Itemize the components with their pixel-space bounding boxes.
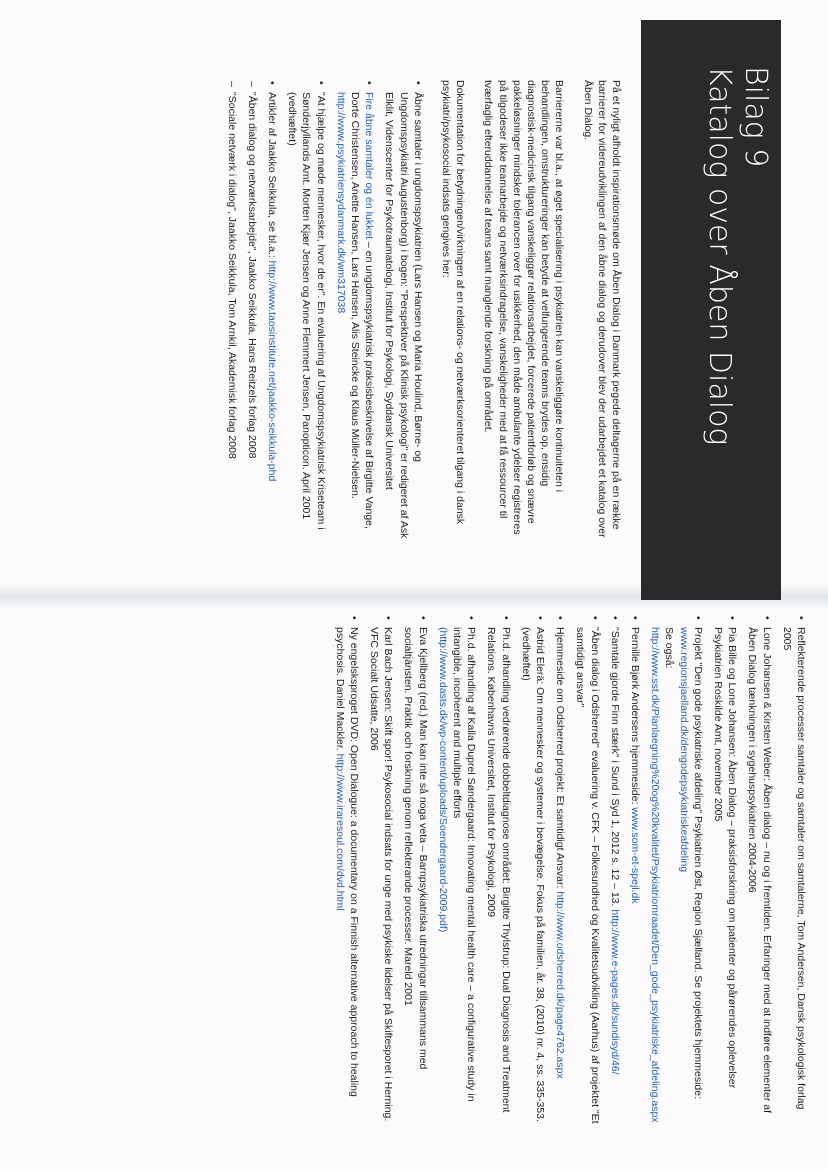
right-reference-list xyxy=(332,615,808,1135)
list-item: • Ny engelsksproget DVD: Open Dialogue: a documentary on a Finnish alternative approach to healing psychosis. Daniel Mackler. http://www.iraresoul.com/dvd.html xyxy=(332,627,360,1135)
list-item: • Karl Bach Jensen: Skift spor! Psykosocial indsats for unge med psykiske lidelser på Skiftesporet i Herning. VFC Socialt Udsatte, 2006 xyxy=(367,627,395,1135)
reference-link[interactable]: http://www.e-pages.dk/sundisyd/46/ xyxy=(608,909,621,1075)
right-column xyxy=(324,615,808,1135)
list-item: • Pernille Bjørk Andersens hjemmeside: www.som-et-spejl.dk xyxy=(628,627,642,1135)
list-item: • Projekt "Den gode psykiatriske afdeling" Psykiatrien Øst, Region Sjælland. Se projektets hjemmeside: www.regionsjaelland.dk/dengodepsykiatriskeafdeling Se også: http://www.sst.dk/Planlaegning%20og%20kvalitet/Psykiatriomraadet/Den_gode_psykiatriske_afdeling.aspx xyxy=(648,627,705,1135)
reference-link[interactable]: www.regionsjaelland.dk/dengodepsykiatriskeafdeling xyxy=(677,627,690,873)
list-item: • Pia Bille og Lone Johansen: Åben Dialog – praksisforskning om patienter og pårørendes oplevelser Psykiatrien Roskilde Amt, november 2005 xyxy=(711,627,739,1135)
list-item: • Reflekterende processer samtaler og samtaler om samtalerne, Tom Andersen, Dansk psykologisk forlag 2005 xyxy=(780,627,808,1135)
list-item: – "Sociale netværk i dialog", Jaakko Seikkula, Tom Arnkil, Akademisk forlag 2008 xyxy=(224,92,238,540)
reference-link[interactable]: (http://www.dasts.dk/wp-content/uploads/Soendergaard-2009.pdf) xyxy=(436,627,449,933)
reference-link[interactable]: www.som-et-spejl.dk xyxy=(628,807,641,904)
left-reference-list xyxy=(224,80,424,540)
list-item: • Artikler af Jaakko Seikkula, se bl.a.: http://www.taosinstitute.net/jaakko-seikkula-phd xyxy=(265,92,279,540)
title-line-1: Bilag 9 xyxy=(738,66,773,168)
dokumentation-paragraph: Dokumentation for betydningen/virkningen af en relations- og netværksorienteret tilgang i dansk psykiatri/psykosocial indsats gengives her: xyxy=(439,80,467,525)
list-item: • "Samtale gjorde Finn stærk" i Sund i Syd 1, 2012 s. 12 – 13. http://www.e-pages.dk/sundisyd/46/ xyxy=(608,627,622,1135)
reference-link[interactable]: http://www.odsherred.dk/page4762.aspx xyxy=(554,891,567,1079)
list-item: • Hjemmeside om Odsherred projekt: Et samtidigt Ansvar: http://www.odsherred.dk/page4762.aspx xyxy=(553,627,567,1135)
left-column xyxy=(216,80,623,540)
list-item: • "Åben dialog i Odsherred" evaluering v. CFK – Folkesundhed og Kvalitetsudvikling (Aarhus) af projektet "Et samtidigt ansvar" xyxy=(573,627,601,1135)
list-item: – "Åben dialog og netværksarbejde", Jaakko Seikkula, Hans Reitzels forlag 2008 xyxy=(245,92,259,540)
list-item: • Eva Kjellberg (red.) Man kan inte så noga veta – Barnpsykiatriska utredningar tillsammans med socialtjänsten. Praktik och forskning genom reflekterande processer. Mareld 2001 xyxy=(401,627,429,1135)
list-item: • Ph.d. afhandling vedrørende dobbeltdiagnose området: Birgitte Thylstrup: Dual Diagnosis and Treatment Relations. Københavns Universitet, Institut for Psykologi, 2009 xyxy=(484,627,512,1135)
list-item: • "At hjælpe og møde mennesker, hvor de er". En evaluering af Ungdomspsykiatrisk Kriseteam i Sønderjyllands Amt. Morten Kjær Jensen og Anne Flemmert Jensen, Panopticon. April 2001 (vedhæftet) xyxy=(285,92,328,540)
reference-link[interactable]: http://www.sst.dk/Planlaegning%20og%20kvalitet/Psykiatriomraadet/Den_gode_psykiatriske_afdeling.aspx xyxy=(649,627,662,1123)
list-item: • Åbne samtaler i ungdomspsykiatrien (Lars Hansen og Maria Houlind, Børne- og Ungdomspsykiatri Augustenborg) i bogen: "Perspektiver på Klinisk psykologi" er redigeret af Ask Elklit, Videnscenter for Psykotraumatologi, Institut for Psykologi, Syddansk Universitet xyxy=(382,92,425,540)
list-item: • Fire åbne samtaler og én lukket – en ungdomspsykiatrisk praksisbeskrivelse af Birgitte Vange, Dorte Christensen, Anette Hansen, Lars Hansen, Alis Steincke og Klaus Müller-Nielsen. http://www.psykiatriensydanmark.dk/wm317038 xyxy=(334,92,377,540)
reference-link[interactable]: http://www.iraresoul.com/dvd.html xyxy=(333,753,346,911)
barrierer-paragraph: Barriererne var bl.a., at øget specialisering i psykiatrien kan vanskeliggøre kontinuiteten i behandlingen, omstruktureringer kan betyde at velfungerende teams brydes op, ensidig diagnostisk-medicinsk tilgang vanskeliggør relationsarbejdet, forcerede patientforløb og snævre pakkeløsninger mindsker tolerancen over for usikkerhed, den måde ambulante ydelser registreres på tilgodeser ikke teamarbejde og netværksindragelse, vanskeligheder med at få ressourcer til tværfaglig efteruddannelse af teams samt manglende forskning på området. xyxy=(482,80,566,535)
reference-link[interactable]: Fire åbne samtaler og én lukket xyxy=(363,92,376,240)
list-item: • Lone Johansen & Kirsten Weber: Åben dialog – nu og i fremtiden. Erfaringer med at indføre elementer af Åben Dialog tænkningen i sygehuspsykiatrien 2004-2006 xyxy=(745,627,773,1135)
list-item: • Ph.d. afhandling af Kalla Duprel Søndergaard: Innovating mental health care – a configurative study in intangible, incoherent and multiple efforts (http://www.dasts.dk/wp-content/uploads/Soendergaard-2009.pdf) xyxy=(436,627,479,1135)
reference-link[interactable]: http://www.taosinstitute.net/jaakko-seikkula-phd xyxy=(265,260,278,482)
list-item: • Astrid Elerä: Om mennesker og systemer i bevægelse. Fokus på familien, år. 38, (2010) nr. 4, ss. 335-353. (vedhæftet) xyxy=(519,627,547,1135)
reference-link[interactable]: http://www.psykiatriensydanmark.dk/wm317038 xyxy=(334,92,347,314)
title-line-2: Katalog over Åben Dialog xyxy=(702,66,737,446)
intro-paragraph: På et nyligt afholdt inspirationsmøde om Åben Dialog i Danmark pegede deltagerne på en række barrierer for videreudviklingen af den åbne dialog og derudover blev der udarbejdet et katalog over Åben Dialog. xyxy=(581,80,622,538)
title-banner xyxy=(641,20,781,600)
